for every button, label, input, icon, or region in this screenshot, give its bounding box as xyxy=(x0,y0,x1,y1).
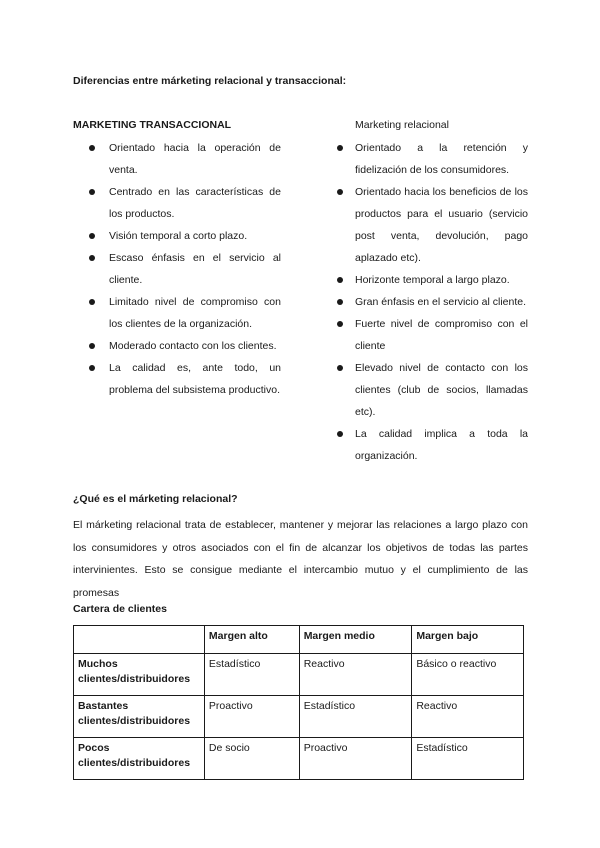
list-item: Orientado hacia los beneficios de los productos para el usuario (servicio post venta, devolución, pago aplazado etc). xyxy=(355,181,528,269)
list-item: Escaso énfasis en el servicio al cliente. xyxy=(109,247,281,291)
bullet-icon xyxy=(89,145,95,151)
table-cell: De socio xyxy=(204,738,299,780)
bullet-icon xyxy=(89,255,95,261)
list-item: Limitado nivel de compromiso con los clientes de la organización. xyxy=(109,291,281,335)
bullet-icon xyxy=(337,145,343,151)
table-cell: Básico o reactivo xyxy=(412,654,524,696)
cartera-title: Cartera de clientes xyxy=(73,603,167,615)
table-cell: Reactivo xyxy=(299,654,412,696)
list-item: Centrado en las características de los productos. xyxy=(109,181,281,225)
table-row xyxy=(74,738,524,780)
table-cell: Estadístico xyxy=(412,738,524,780)
list-item: Gran énfasis en el servicio al cliente. xyxy=(355,291,528,313)
bullet-icon xyxy=(337,299,343,305)
bullet-icon xyxy=(89,189,95,195)
table-row-label: Bastantes clientes/distribuidores xyxy=(74,696,205,738)
table-row xyxy=(74,654,524,696)
table-row-label: Muchos clientes/distribuidores xyxy=(74,654,205,696)
list-item: Fuerte nivel de compromiso con el cliente xyxy=(355,313,528,357)
table-cell: Proactivo xyxy=(204,696,299,738)
table-cell: Proactivo xyxy=(299,738,412,780)
relacional-list xyxy=(355,137,528,467)
table-header-cell: Margen medio xyxy=(299,626,412,654)
list-item: La calidad es, ante todo, un problema del subsistema productivo. xyxy=(109,357,281,401)
bullet-icon xyxy=(89,299,95,305)
list-item: Orientado hacia la operación de venta. xyxy=(109,137,281,181)
transaccional-list xyxy=(109,137,281,401)
list-item: Orientado a la retención y fidelización de los consumidores. xyxy=(355,137,528,181)
bullet-icon xyxy=(89,365,95,371)
question-heading: ¿Qué es el márketing relacional? xyxy=(73,493,238,505)
definition-paragraph: El márketing relacional trata de establecer, mantener y mejorar las relaciones a largo plazo con los consumidores y otros asociados con el fin de alcanzar los objetivos de todas las partes intervinientes. Esto se consigue mediante el intercambio mutuo y el cumplimiento de las promesas xyxy=(73,519,528,599)
bullet-icon xyxy=(337,431,343,437)
table-row-label: Pocos clientes/distribuidores xyxy=(74,738,205,780)
list-item: Elevado nivel de contacto con los clientes (club de socios, llamadas etc). xyxy=(355,357,528,423)
bullet-icon xyxy=(337,277,343,283)
bullet-icon xyxy=(89,233,95,239)
transaccional-heading: MARKETING TRANSACCIONAL xyxy=(73,119,232,131)
bullet-icon xyxy=(337,321,343,327)
table-row xyxy=(74,696,524,738)
bullet-icon xyxy=(337,189,343,195)
document-title: Diferencias entre márketing relacional y transaccional: xyxy=(73,75,347,87)
table-cell: Estadístico xyxy=(204,654,299,696)
list-item: Visión temporal a corto plazo. xyxy=(109,225,281,247)
list-item: Horizonte temporal a largo plazo. xyxy=(355,269,528,291)
table-header-cell: Margen alto xyxy=(204,626,299,654)
relacional-heading: Marketing relacional xyxy=(355,119,449,131)
bullet-icon xyxy=(337,365,343,371)
cartera-table xyxy=(73,625,524,780)
list-item: La calidad implica a toda la organización. xyxy=(355,423,528,467)
table-cell: Estadístico xyxy=(299,696,412,738)
list-item: Moderado contacto con los clientes. xyxy=(109,335,281,357)
table-header-cell xyxy=(74,626,205,654)
table-header-cell: Margen bajo xyxy=(412,626,524,654)
table-header-row xyxy=(74,626,524,654)
bullet-icon xyxy=(89,343,95,349)
table-cell: Reactivo xyxy=(412,696,524,738)
